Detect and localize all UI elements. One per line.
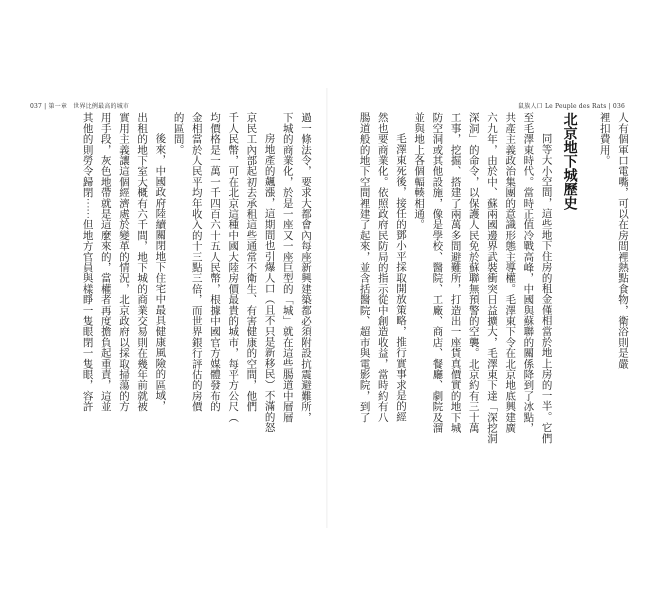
column-spacer	[584, 112, 596, 497]
left-running-header: 037 | 第一章 世界比例最高的城市	[30, 103, 130, 110]
text-column: 京民工內部起初去承租這些通常不衛生、有害健康的空間，他們	[245, 112, 258, 412]
text-column: 裡扣費用。	[598, 112, 611, 166]
text-column: 的區間。	[172, 112, 185, 155]
text-column: 腸道般的地下空間裡建了起來，並含括醫院、超市與電影院，到了	[358, 112, 371, 423]
text-column: 毛澤東死後，接任的鄧小平採取開放策略，推行實事求是的經	[394, 133, 407, 422]
text-column: 用手段，灰色地帶就是這麼來的，當權者再度擔負起重責，這並	[99, 112, 112, 412]
text-column: 同等大小空間，這些地下住房的租金僅相當於地上房的一半。它們	[540, 133, 553, 444]
text-column: 共產主義政治集團的意識形態主導權。毛澤東下令在北京地底興建廣	[504, 112, 517, 433]
text-column: 實用主義讓這個經濟處於變革的情況，北京政府以採取掃蕩的方	[117, 112, 130, 412]
text-column: 深洞」的命令，以保護人民免於蘇聯無預警的空襲。北京約有三十萬	[467, 112, 480, 433]
text-column: 後來，中國政府陸續關閉地下住宅中最具健康風險的區域，	[154, 133, 167, 412]
text-column: 至毛澤東時代。當時正值冷戰高峰，中國與蘇聯的關係降到了冰點，	[522, 112, 535, 433]
text-column: 均價格是一萬一千四百六十五人民幣，根據中國官方媒體發布的	[208, 112, 221, 412]
text-column: 人有個軍口電嘴，可以在房間裡熱點食物，衛浴則是嚴	[617, 112, 629, 369]
text-column: 並與地上各個輻輳相通。	[413, 112, 426, 230]
page-gutter	[326, 88, 328, 528]
text-column: 金相當於人民平均年收入的十三點三倍，而世界銀行評估的房價	[190, 112, 203, 412]
text-column: 工事，挖掘、搭建了兩萬多間避難所，打造出一座貨真價實的地下城	[449, 112, 462, 433]
right-page-text	[340, 112, 632, 497]
left-page-text	[40, 112, 315, 497]
right-running-header: 鼠族人口 Le Peuple des Rats | 036	[518, 103, 625, 110]
text-column: 房地產的飆漲，這期間也引爆人口（且不只是新移民）不滿的怒	[263, 133, 276, 433]
text-column: 然也要商業化。依照政府民防局的指示從中創造收益，當時約有八	[376, 112, 389, 423]
section-heading: 北京地下城歷史	[561, 112, 578, 210]
text-column: 千人民幣，可在北京這種中國大陸房價最貴的城市，每平方公尺（	[227, 112, 240, 423]
text-column: 過一條法令，要求大都會內每座新興建築都必須附設抗震避難所，	[300, 112, 312, 423]
text-column: 其他的則勞令歸閉⋯⋯但地方官員與樣睜一隻眼閉一隻眼，容許	[81, 112, 94, 412]
text-column: 出租的地下室大概有六千間，地下城的商業交易則在幾年前就被	[136, 112, 149, 412]
text-column: 下城的商業化，於是一座又一座巨型的「城」就在這些腸道中層層	[281, 112, 294, 423]
text-column: 防空洞或其他設施，像是學校、醫院、工廠、商店、餐廳、劇院及溜	[431, 112, 444, 433]
text-column: 六九年，由於中、蘇兩國邊界武裝衝突日益擴大，毛澤東下達「深挖洞	[485, 112, 498, 444]
